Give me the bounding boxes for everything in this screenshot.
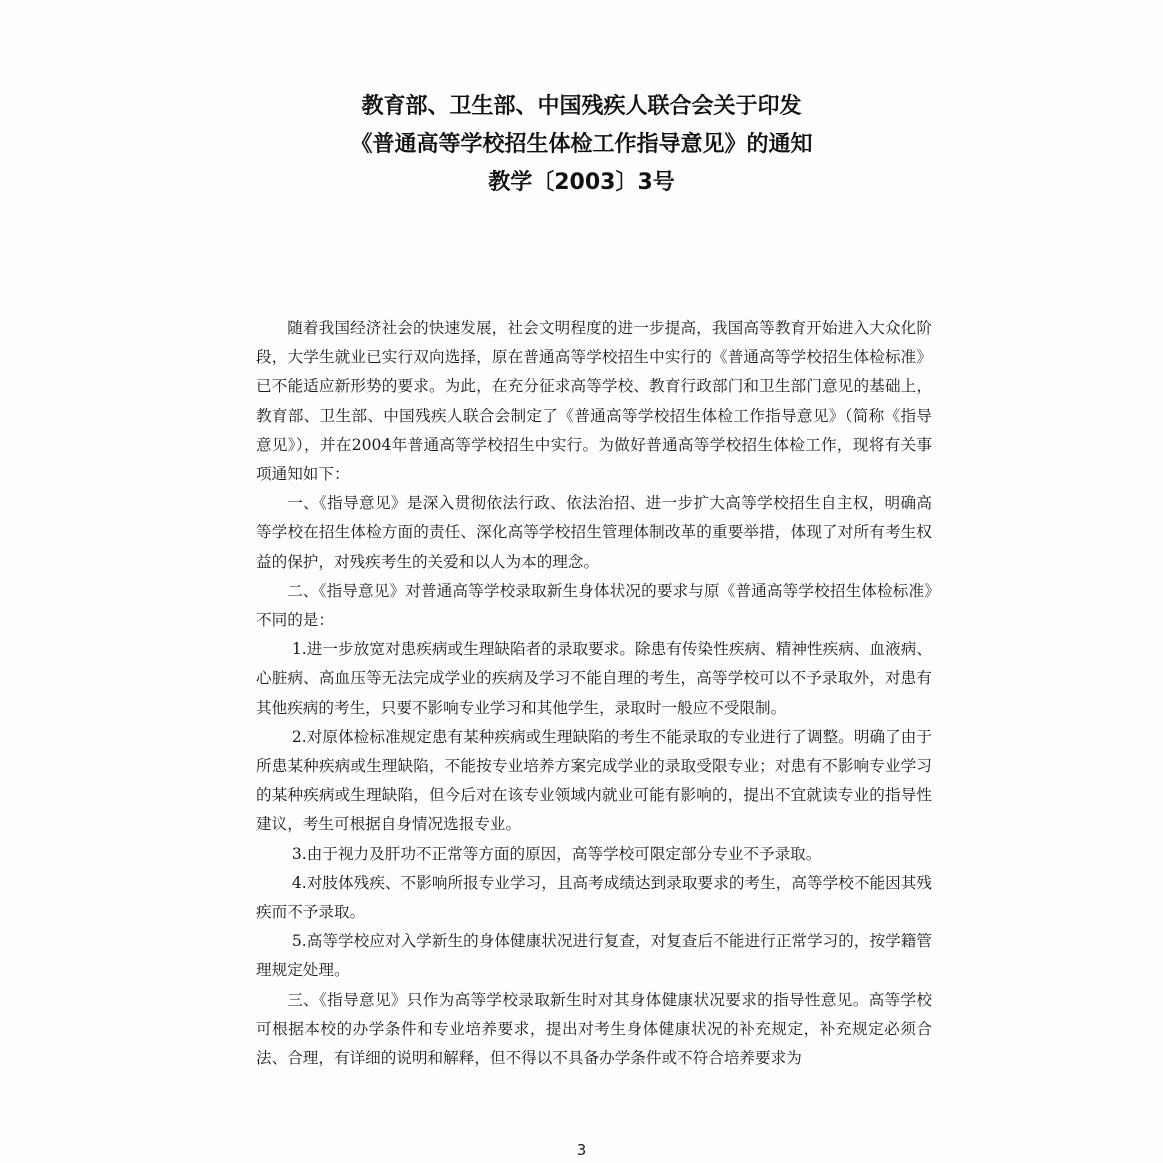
paragraph-item-1: 1.进一步放宽对患疾病或生理缺陷者的录取要求。除患有传染性疾病、精神性疾病、血液病、心脏病、高血压等无法完成学业的疾病及学习不能自理的考生，高等学校可以不予录取外，对患有其他疾病的考生，只要不影响专业学习和其他学生，录取时一般应不受限制。	[256, 640, 932, 717]
page-number: 3	[576, 1141, 587, 1159]
document-body	[256, 314, 932, 1073]
paragraph-item-5: 5.高等学校应对入学新生的身体健康状况进行复查，对复查后不能进行正常学习的，按学籍管理规定处理。	[256, 932, 932, 980]
paragraph-item-4: 4.对肢体残疾、不影响所报专业学习，且高考成绩达到录取要求的考生，高等学校不能因其残疾而不予录取。	[256, 873, 932, 922]
paragraph-section-3: 三、《指导意见》只作为高等学校录取新生时对其身体健康状况要求的指导性意见。高等学校可根据本校的办学条件和专业培养要求，提出对考生身体健康状况的补充规定，补充规定必须合法、合理，有详细的说明和解释，但不得以不具备办学条件或不符合培养要求为	[256, 990, 932, 1068]
paragraph-item-2: 2.对原体检标准规定患有某种疾病或生理缺陷的考生不能录取的专业进行了调整。明确了由于所患某种疾病或生理缺陷，不能按专业培养方案完成学业的录取受限专业；对患有不影响专业学习的某种疾病或生理缺陷，但今后对在该专业领域内就业可能有影响的，提出不宜就读专业的指导性建议，考生可根据自身情况选报专业。	[256, 727, 932, 834]
paragraph-section-1: 一、《指导意见》是深入贯彻依法行政、依法治招、进一步扩大高等学校招生自主权，明确高等学校在招生体检方面的责任、深化高等学校招生管理体制改革的重要举措，体现了对所有考生权益的保护，对残疾考生的关爱和以人为本的理念。	[256, 494, 932, 571]
paragraph-intro: 随着我国经济社会的快速发展，社会文明程度的进一步提高，我国高等教育开始进入大众化阶段，大学生就业已实行双向选择，原在普通高等学校招生中实行的《普通高等学校招生体检标准》已不能适应新形势的要求。为此，在充分征求高等学校、教育行政部门和卫生部门意见的基础上，教育部、卫生部、中国残疾人联合会制定了《普通高等学校招生体检工作指导意见》（简称《指导意见》），并在2004年普通高等学校招生中实行。为做好普通高等学校招生体检工作，现将有关事项通知如下：	[256, 319, 932, 484]
document-title	[0, 88, 1163, 202]
title-line-1: 教育部、卫生部、中国残疾人联合会关于印发	[361, 94, 802, 119]
paragraph-section-2: 二、《指导意见》对普通高等学校录取新生身体状况的要求与原《普通高等学校招生体检标准》不同的是：	[256, 581, 932, 630]
paragraph-item-3: 3.由于视力及肝功不正常等方面的原因，高等学校可限定部分专业不予录取。	[291, 844, 822, 863]
title-line-2: 《普通高等学校招生体检工作指导意见》的通知	[350, 132, 813, 157]
document-number: 教学〔2003〕3号	[488, 170, 675, 195]
